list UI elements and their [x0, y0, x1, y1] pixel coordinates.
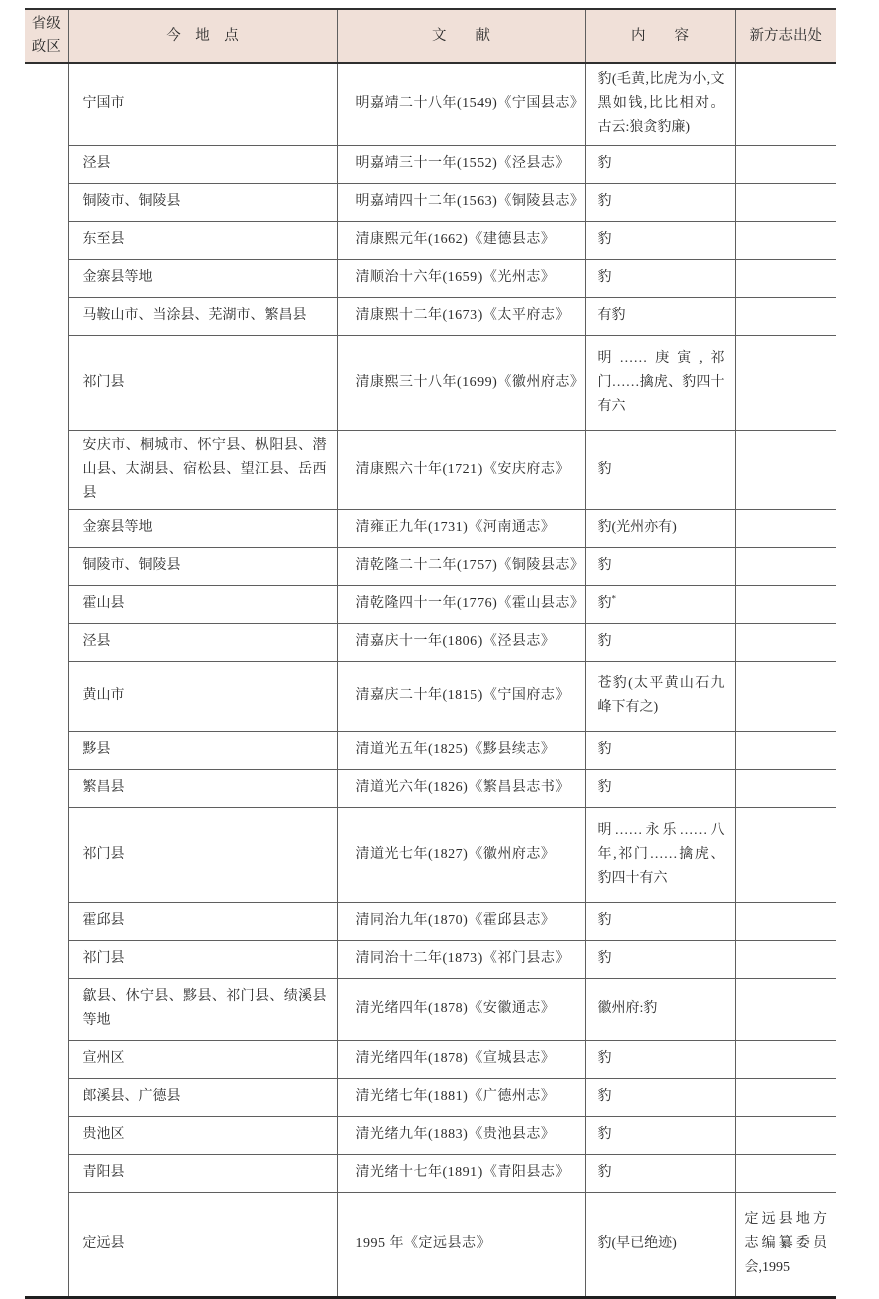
- cell-source: [735, 940, 836, 978]
- table-row: [25, 430, 836, 509]
- cell-location: 郎溪县、广德县: [68, 1078, 337, 1116]
- table-row: [25, 259, 836, 297]
- cell-location: 安庆市、桐城市、怀宁县、枞阳县、潜山县、太湖县、宿松县、望江县、岳西县: [68, 430, 337, 509]
- cell-content: 豹: [585, 259, 735, 297]
- cell-location: 泾县: [68, 145, 337, 183]
- cell-content: 豹: [585, 145, 735, 183]
- cell-content: 豹: [585, 769, 735, 807]
- table-row: [25, 731, 836, 769]
- header-location: 今 地 点: [68, 9, 337, 63]
- table-row: [25, 509, 836, 547]
- cell-location: 东至县: [68, 221, 337, 259]
- cell-content: 豹(毛黄,比虎为小,文黑如钱,比比相对。古云:狼贪豹廉): [585, 63, 735, 145]
- cell-content: 苍豹(太平黄山石九峰下有之): [585, 661, 735, 731]
- table-row: [25, 1040, 836, 1078]
- gazetteer-leopard-table-wrapper: [25, 8, 836, 1299]
- cell-literature: 明嘉靖三十一年(1552)《泾县志》: [337, 145, 585, 183]
- cell-content: 豹*: [585, 585, 735, 623]
- table-row: [25, 623, 836, 661]
- cell-source: [735, 807, 836, 902]
- cell-location: 金寨县等地: [68, 259, 337, 297]
- cell-literature: 清乾隆二十二年(1757)《铜陵县志》: [337, 547, 585, 585]
- table-row: [25, 183, 836, 221]
- cell-source: [735, 1116, 836, 1154]
- cell-literature: 清嘉庆二十年(1815)《宁国府志》: [337, 661, 585, 731]
- table-body: [25, 63, 836, 1297]
- header-province-line1: 省级: [31, 16, 61, 32]
- header-content: 内 容: [585, 9, 735, 63]
- cell-source: [735, 1154, 836, 1192]
- cell-literature: 清康熙六十年(1721)《安庆府志》: [337, 430, 585, 509]
- cell-literature: 清顺治十六年(1659)《光州志》: [337, 259, 585, 297]
- table-row: [25, 769, 836, 807]
- cell-source: [735, 335, 836, 430]
- cell-location: 歙县、休宁县、黟县、祁门县、绩溪县等地: [68, 978, 337, 1040]
- table-row: [25, 63, 836, 145]
- table-row: [25, 297, 836, 335]
- cell-location: 铜陵市、铜陵县: [68, 547, 337, 585]
- cell-source: [735, 509, 836, 547]
- cell-literature: 清嘉庆十一年(1806)《泾县志》: [337, 623, 585, 661]
- cell-literature: 清光绪九年(1883)《贵池县志》: [337, 1116, 585, 1154]
- cell-location: 黟县: [68, 731, 337, 769]
- cell-source: [735, 63, 836, 145]
- cell-content: 豹: [585, 221, 735, 259]
- cell-literature: 清同治十二年(1873)《祁门县志》: [337, 940, 585, 978]
- cell-literature: 清光绪四年(1878)《安徽通志》: [337, 978, 585, 1040]
- cell-content: 豹(光州亦有): [585, 509, 735, 547]
- cell-source: [735, 1078, 836, 1116]
- cell-literature: 1995 年《定远县志》: [337, 1192, 585, 1297]
- cell-content: 豹: [585, 547, 735, 585]
- cell-source: [735, 1040, 836, 1078]
- cell-location: 祁门县: [68, 335, 337, 430]
- cell-source: [735, 978, 836, 1040]
- province-column-cell: [25, 63, 68, 1297]
- cell-location: 宁国市: [68, 63, 337, 145]
- cell-source: [735, 259, 836, 297]
- cell-location: 霍山县: [68, 585, 337, 623]
- table-row: [25, 547, 836, 585]
- cell-location: 繁昌县: [68, 769, 337, 807]
- header-row: [25, 9, 836, 63]
- cell-location: 祁门县: [68, 940, 337, 978]
- table-row: [25, 807, 836, 902]
- cell-location: 马鞍山市、当涂县、芜湖市、繁昌县: [68, 297, 337, 335]
- cell-content: 豹: [585, 940, 735, 978]
- cell-content: 豹: [585, 623, 735, 661]
- table-row: [25, 335, 836, 430]
- footnote-marker: *: [611, 593, 616, 604]
- cell-content: 明……庚寅,祁门……擒虎、豹四十有六: [585, 335, 735, 430]
- cell-source: [735, 145, 836, 183]
- header-province-line2: 政区: [31, 39, 61, 55]
- cell-literature: 清道光五年(1825)《黟县续志》: [337, 731, 585, 769]
- cell-literature: 明嘉靖二十八年(1549)《宁国县志》: [337, 63, 585, 145]
- cell-source: [735, 297, 836, 335]
- cell-location: 青阳县: [68, 1154, 337, 1192]
- header-source: 新方志出处: [735, 9, 836, 63]
- cell-source: [735, 547, 836, 585]
- table-row: [25, 661, 836, 731]
- cell-literature: 清同治九年(1870)《霍邱县志》: [337, 902, 585, 940]
- cell-location: 贵池区: [68, 1116, 337, 1154]
- header-province-region: [25, 9, 68, 63]
- table-row: [25, 978, 836, 1040]
- cell-location: 泾县: [68, 623, 337, 661]
- table-row: [25, 902, 836, 940]
- table-row: [25, 1116, 836, 1154]
- header-literature: 文 献: [337, 9, 585, 63]
- table-row: [25, 1078, 836, 1116]
- cell-source: 定远县地方志编纂委员会,1995: [744, 1212, 827, 1275]
- cell-literature: 清雍正九年(1731)《河南通志》: [337, 509, 585, 547]
- cell-source: [735, 769, 836, 807]
- cell-literature: 清康熙元年(1662)《建德县志》: [337, 221, 585, 259]
- cell-content: 豹: [585, 731, 735, 769]
- cell-content: 豹: [585, 183, 735, 221]
- cell-source: [735, 585, 836, 623]
- cell-location: 霍邱县: [68, 902, 337, 940]
- cell-content: 豹: [585, 1078, 735, 1116]
- table-row: [25, 1192, 836, 1297]
- cell-literature: 清康熙三十八年(1699)《徽州府志》: [337, 335, 585, 430]
- cell-content: 豹: [585, 902, 735, 940]
- table-header: [25, 9, 836, 63]
- cell-literature: 清光绪七年(1881)《广德州志》: [337, 1078, 585, 1116]
- cell-content: 徽州府:豹: [585, 978, 735, 1040]
- cell-source: [735, 623, 836, 661]
- cell-location: 金寨县等地: [68, 509, 337, 547]
- cell-literature: 清光绪四年(1878)《宣城县志》: [337, 1040, 585, 1078]
- cell-location: 黄山市: [68, 661, 337, 731]
- table-row: [25, 145, 836, 183]
- cell-literature: 明嘉靖四十二年(1563)《铜陵县志》: [337, 183, 585, 221]
- cell-source: [735, 183, 836, 221]
- cell-source: [735, 902, 836, 940]
- cell-content: 豹(早已绝迹): [585, 1192, 735, 1297]
- cell-source: [735, 661, 836, 731]
- table-row: [25, 585, 836, 623]
- cell-literature: 清康熙十二年(1673)《太平府志》: [337, 297, 585, 335]
- cell-literature: 清乾隆四十一年(1776)《霍山县志》: [337, 585, 585, 623]
- cell-source: [735, 731, 836, 769]
- leopard-records-table: [25, 8, 836, 1299]
- cell-content: 有豹: [585, 297, 735, 335]
- cell-content: 豹: [585, 1154, 735, 1192]
- cell-location: 祁门县: [68, 807, 337, 902]
- cell-location: 铜陵市、铜陵县: [68, 183, 337, 221]
- cell-location: 宣州区: [68, 1040, 337, 1078]
- table-row: [25, 1154, 836, 1192]
- cell-source: [735, 430, 836, 509]
- cell-literature: 清光绪十七年(1891)《青阳县志》: [337, 1154, 585, 1192]
- cell-literature: 清道光七年(1827)《徽州府志》: [337, 807, 585, 902]
- table-row: [25, 940, 836, 978]
- cell-literature: 清道光六年(1826)《繁昌县志书》: [337, 769, 585, 807]
- table-row: [25, 221, 836, 259]
- cell-content: 豹: [585, 1116, 735, 1154]
- cell-location: 定远县: [68, 1192, 337, 1297]
- cell-content: 豹: [585, 1040, 735, 1078]
- cell-source: [735, 221, 836, 259]
- cell-content: 豹: [585, 430, 735, 509]
- cell-content: 明……永乐……八年,祁门……擒虎、豹四十有六: [585, 807, 735, 902]
